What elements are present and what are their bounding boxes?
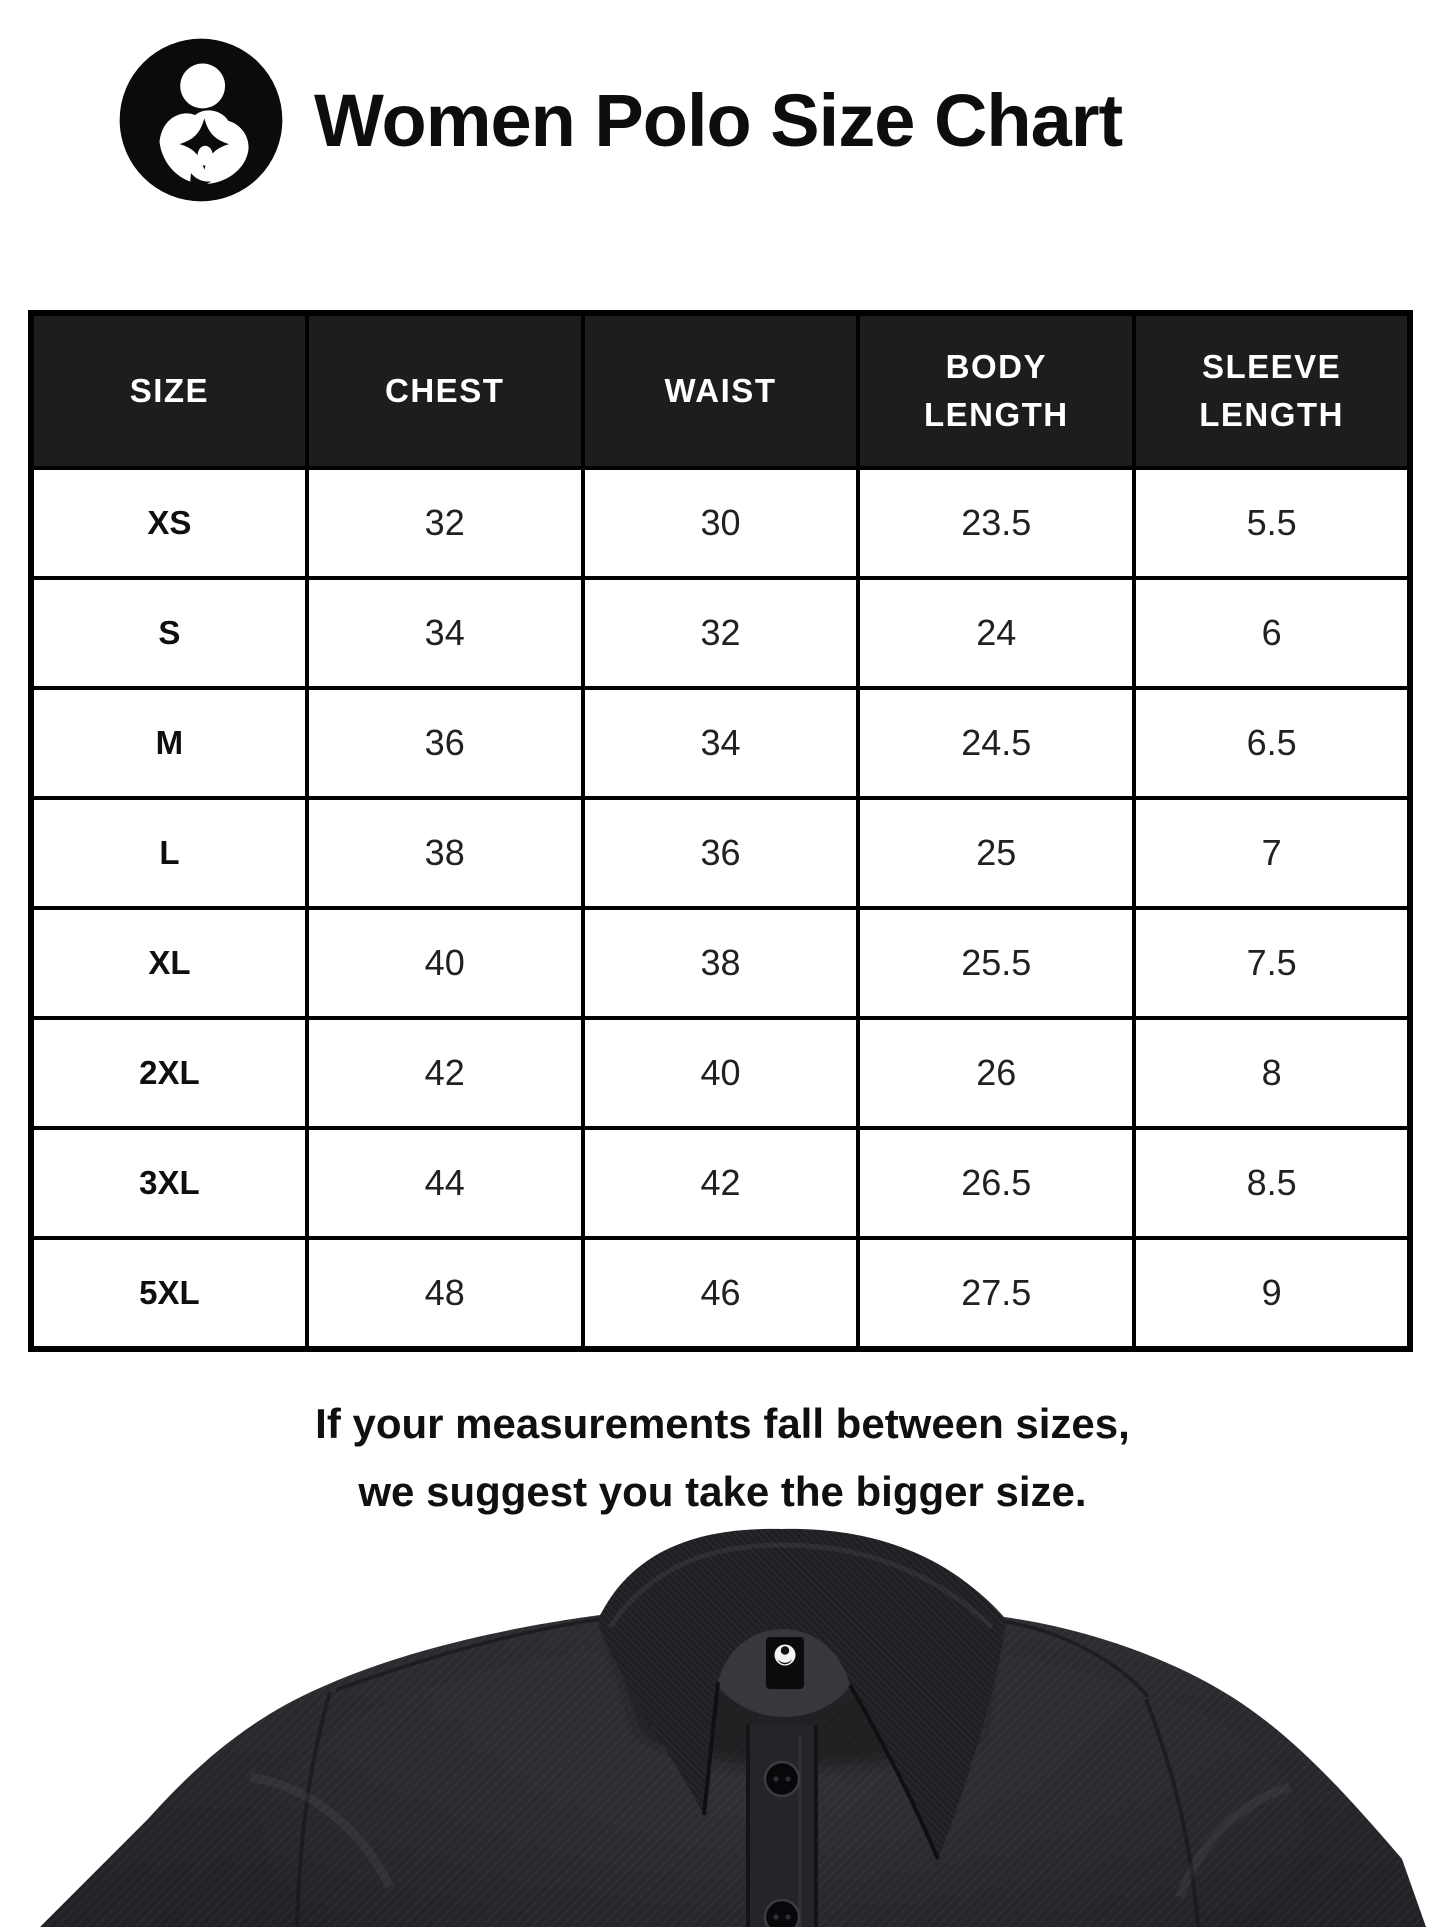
size-cell: M bbox=[31, 688, 307, 798]
table-header-row bbox=[31, 313, 1410, 468]
col-header-size: SIZE bbox=[31, 313, 307, 468]
brand-header bbox=[118, 36, 1328, 204]
polo-button bbox=[765, 1762, 799, 1796]
waist-cell: 36 bbox=[583, 798, 859, 908]
chest-cell: 38 bbox=[307, 798, 583, 908]
table-row bbox=[31, 468, 1410, 578]
table-row bbox=[31, 578, 1410, 688]
waist-cell: 30 bbox=[583, 468, 859, 578]
sleeve-length-cell: 9 bbox=[1134, 1238, 1410, 1349]
waist-cell: 32 bbox=[583, 578, 859, 688]
size-cell: S bbox=[31, 578, 307, 688]
waist-cell: 38 bbox=[583, 908, 859, 1018]
neck-label bbox=[766, 1637, 804, 1689]
table-row bbox=[31, 1238, 1410, 1349]
chest-cell: 44 bbox=[307, 1128, 583, 1238]
fit-note bbox=[0, 1390, 1445, 1526]
fit-note-line-1: If your measurements fall between sizes, bbox=[315, 1400, 1130, 1447]
fit-note-line-2: we suggest you take the bigger size. bbox=[358, 1468, 1087, 1516]
col-header-sleeve-length: SLEEVE LENGTH bbox=[1134, 313, 1410, 468]
sleeve-length-cell: 7.5 bbox=[1134, 908, 1410, 1018]
table-row bbox=[31, 798, 1410, 908]
table-row bbox=[31, 688, 1410, 798]
sleeve-length-cell: 7 bbox=[1134, 798, 1410, 908]
size-chart-table bbox=[28, 310, 1413, 1352]
table-row bbox=[31, 1018, 1410, 1128]
body-length-cell: 27.5 bbox=[858, 1238, 1134, 1349]
chest-cell: 32 bbox=[307, 468, 583, 578]
waist-cell: 34 bbox=[583, 688, 859, 798]
col-header-body-length: BODY LENGTH bbox=[858, 313, 1134, 468]
size-cell: 2XL bbox=[31, 1018, 307, 1128]
body-length-cell: 23.5 bbox=[858, 468, 1134, 578]
chest-cell: 48 bbox=[307, 1238, 583, 1349]
page-title: Women Polo Size Chart bbox=[314, 78, 1123, 162]
waist-cell: 46 bbox=[583, 1238, 859, 1349]
chest-cell: 36 bbox=[307, 688, 583, 798]
table-row bbox=[31, 908, 1410, 1018]
waist-cell: 42 bbox=[583, 1128, 859, 1238]
body-length-cell: 25 bbox=[858, 798, 1134, 908]
table-row bbox=[31, 1128, 1410, 1238]
sleeve-length-cell: 8 bbox=[1134, 1018, 1410, 1128]
body-length-cell: 25.5 bbox=[858, 908, 1134, 1018]
size-cell: L bbox=[31, 798, 307, 908]
polo-placket bbox=[748, 1725, 816, 1927]
brand-logo-icon bbox=[118, 37, 284, 203]
black-polo-shirt-image bbox=[0, 1527, 1445, 1927]
sleeve-length-cell: 5.5 bbox=[1134, 468, 1410, 578]
size-cell: XL bbox=[31, 908, 307, 1018]
body-length-cell: 24.5 bbox=[858, 688, 1134, 798]
waist-cell: 40 bbox=[583, 1018, 859, 1128]
chest-cell: 34 bbox=[307, 578, 583, 688]
chest-cell: 42 bbox=[307, 1018, 583, 1128]
body-length-cell: 26.5 bbox=[858, 1128, 1134, 1238]
col-header-chest: CHEST bbox=[307, 313, 583, 468]
polo-button bbox=[765, 1900, 799, 1927]
body-length-cell: 26 bbox=[858, 1018, 1134, 1128]
size-cell: 5XL bbox=[31, 1238, 307, 1349]
size-cell: XS bbox=[31, 468, 307, 578]
sleeve-length-cell: 6 bbox=[1134, 578, 1410, 688]
chest-cell: 40 bbox=[307, 908, 583, 1018]
sleeve-length-cell: 6.5 bbox=[1134, 688, 1410, 798]
col-header-waist: WAIST bbox=[583, 313, 859, 468]
sleeve-length-cell: 8.5 bbox=[1134, 1128, 1410, 1238]
size-cell: 3XL bbox=[31, 1128, 307, 1238]
body-length-cell: 24 bbox=[858, 578, 1134, 688]
